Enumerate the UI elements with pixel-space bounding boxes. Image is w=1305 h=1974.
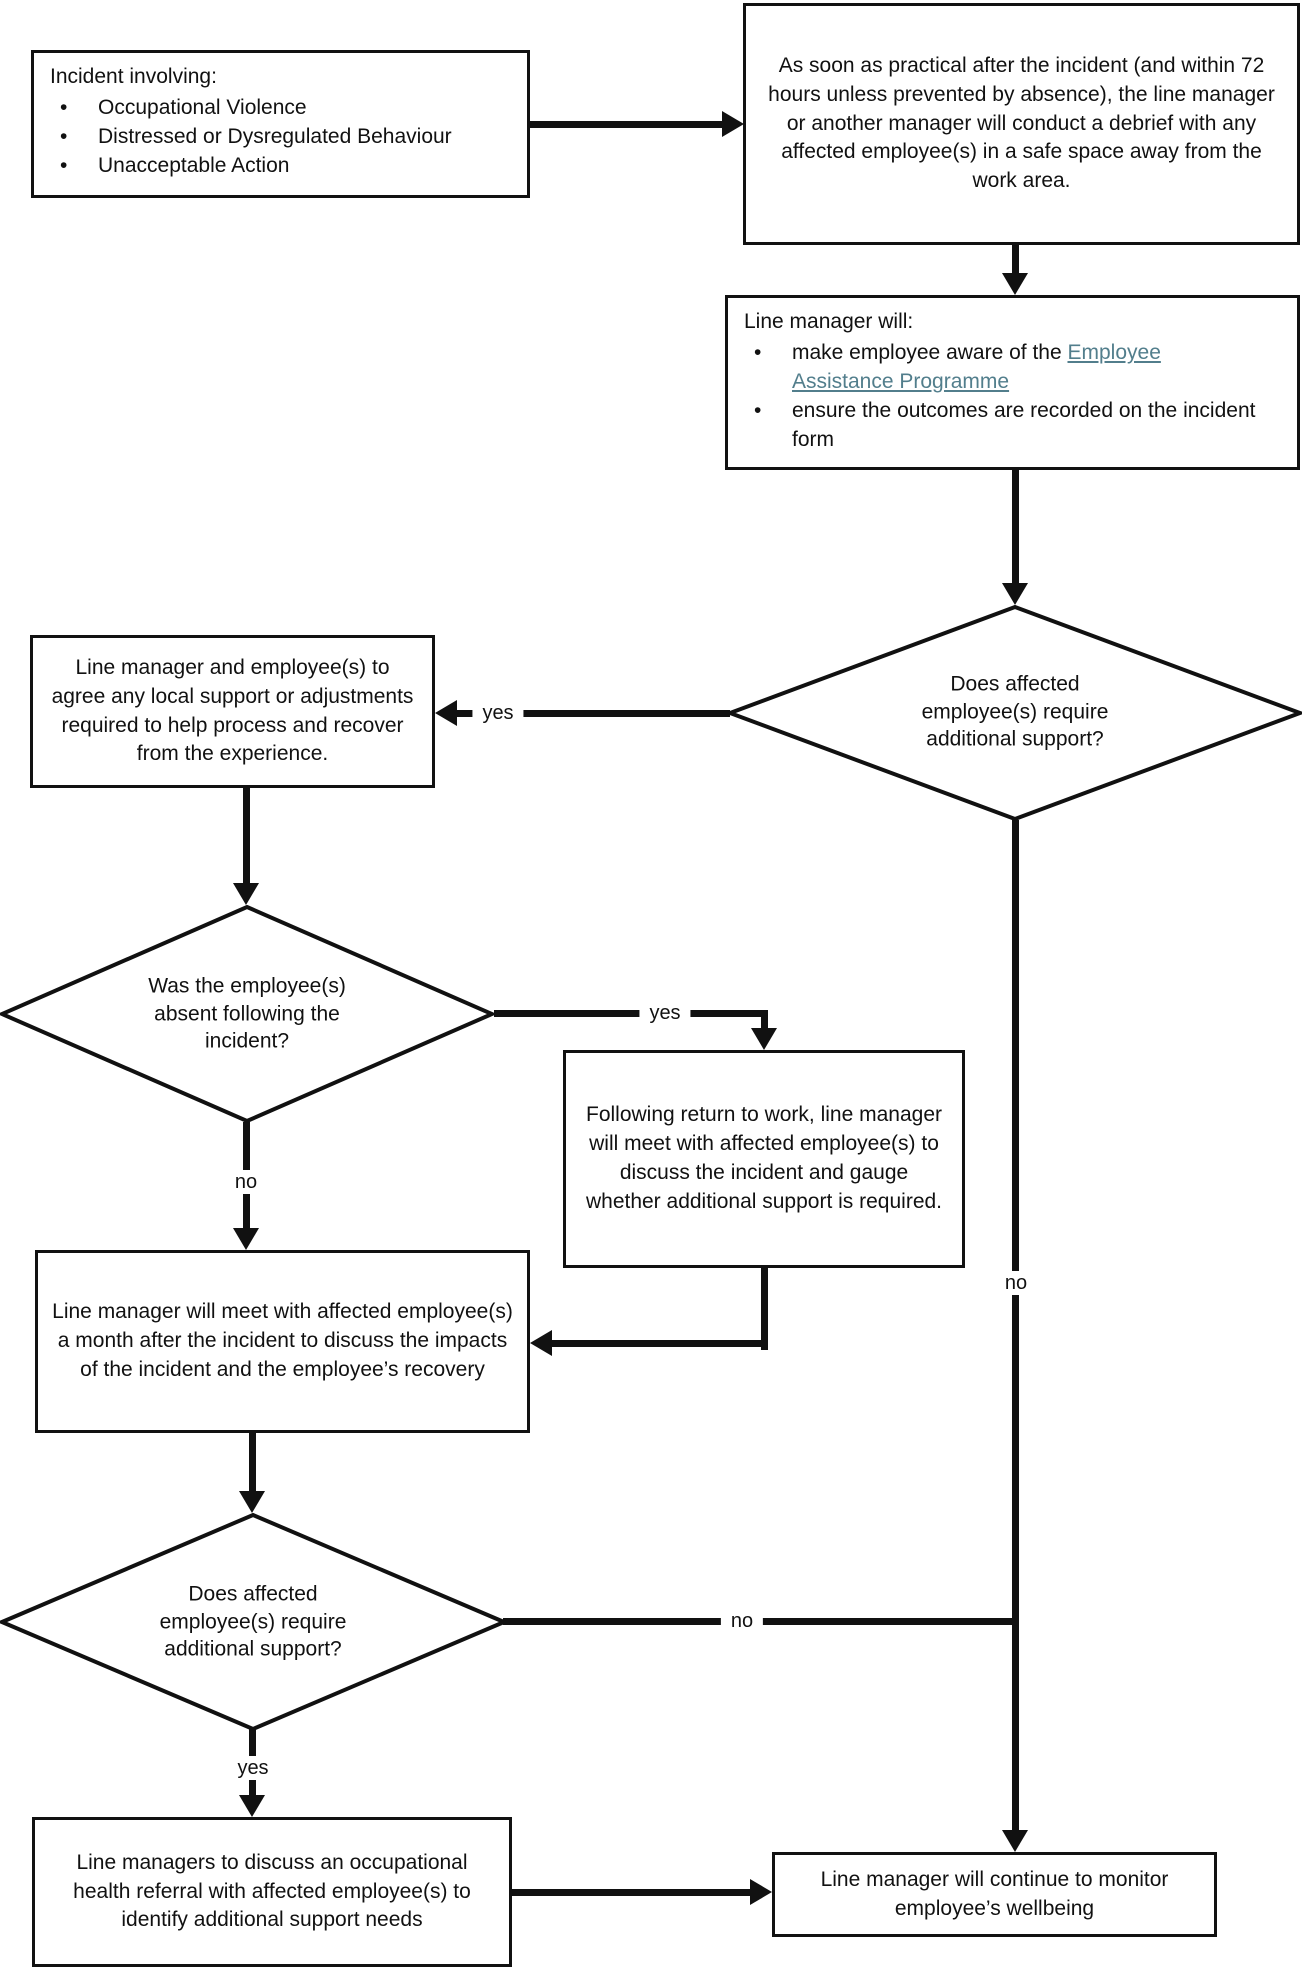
node-incident-involving xyxy=(31,50,530,198)
connector-returntowork-v xyxy=(761,1268,768,1350)
debrief-text: As soon as practical after the incident (and within 72 hours unless prevented by absence), the line manager or another manager will conduct a debrief with any affected employee(s) in a safe space away from the work area. xyxy=(768,53,1275,193)
edge-label-decision3-no: no xyxy=(721,1609,763,1633)
node-debrief xyxy=(743,3,1300,245)
edge-label-decision1-yes: yes xyxy=(472,701,523,725)
arrowhead-into-monitor-top xyxy=(1002,1830,1028,1852)
connector-ohreferral-to-monitor xyxy=(512,1889,752,1896)
edge-label-decision2-no: no xyxy=(225,1170,267,1194)
decision2-text: Was the employee(s) absent following the incident? xyxy=(148,974,346,1053)
arrowhead-into-monthafter-top xyxy=(233,1228,259,1250)
edge-label-decision2-yes: yes xyxy=(639,1001,690,1025)
bullet-record-outcomes: • ensure the outcomes are recorded on the incident form xyxy=(744,397,1264,455)
monitor-wellbeing-text: Line manager will continue to monitor employee’s wellbeing xyxy=(820,1867,1169,1920)
connector-decision2-yes-v xyxy=(761,1010,768,1030)
node-month-after xyxy=(35,1250,530,1433)
connector-decision2-yes-h xyxy=(494,1010,768,1017)
local-support-text: Line manager and employee(s) to agree any local support or adjustments required to help process and recover from the experience. xyxy=(51,655,414,766)
connector-incident-to-debrief xyxy=(528,121,725,128)
incident-bullet-distressed-behaviour: • Distressed or Dysregulated Behaviour xyxy=(50,123,511,152)
arrowhead-into-returntowork xyxy=(751,1028,777,1050)
arrowhead-into-decision3 xyxy=(239,1491,265,1513)
employee-assistance-programme-link[interactable]: Employee Assistance Programme xyxy=(792,340,1161,393)
node-local-support xyxy=(30,635,435,788)
arrowhead-into-monthafter-right xyxy=(530,1330,552,1356)
line-manager-will-title: Line manager will: xyxy=(744,310,914,333)
node-return-to-work xyxy=(563,1050,965,1268)
incident-title: Incident involving: xyxy=(50,65,217,88)
edge-label-decision3-yes: yes xyxy=(227,1756,278,1780)
connector-returntowork-h xyxy=(552,1340,768,1347)
arrowhead-into-debrief xyxy=(722,111,744,137)
bullet-eap xyxy=(744,339,1264,397)
incident-bullet-unacceptable-action: • Unacceptable Action xyxy=(50,152,511,181)
node-monitor-wellbeing xyxy=(772,1852,1217,1937)
edge-label-decision1-no: no xyxy=(995,1271,1037,1295)
decision1-text: Does affected employee(s) require additional support? xyxy=(921,672,1109,751)
incident-bullet-list xyxy=(50,94,511,181)
node-line-manager-will xyxy=(725,295,1300,470)
bullet-eap-prefix: make employee aware of the xyxy=(792,340,1068,364)
arrowhead-into-linemanager xyxy=(1002,273,1028,295)
connector-linemanager-to-decision1 xyxy=(1012,470,1019,586)
oh-referral-text: Line managers to discuss an occupational health referral with affected employee(s) to identify additional support needs xyxy=(73,1850,471,1932)
line-manager-will-bullet-list xyxy=(744,339,1281,455)
arrowhead-into-ohreferral xyxy=(239,1795,265,1817)
arrowhead-into-monitor-left xyxy=(750,1879,772,1905)
incident-bullet-occupational-violence: • Occupational Violence xyxy=(50,94,511,123)
month-after-text: Line manager will meet with affected employee(s) a month after the incident to discuss the impacts of the incident and the employee’s recovery xyxy=(52,1300,513,1381)
arrowhead-into-decision2 xyxy=(233,883,259,905)
arrowhead-into-localsupport xyxy=(435,700,457,726)
decision3-text: Does affected employee(s) require additional support? xyxy=(159,1582,347,1661)
connector-localsupport-to-decision2 xyxy=(243,788,250,885)
arrowhead-into-decision1 xyxy=(1002,583,1028,605)
connector-monthafter-to-decision3 xyxy=(249,1433,256,1493)
return-to-work-text: Following return to work, line manager will meet with affected employee(s) to discuss the incident and gauge whether additional support is required. xyxy=(585,1103,943,1213)
connector-decision1-no-spine xyxy=(1012,820,1019,1832)
node-oh-referral xyxy=(32,1817,512,1967)
